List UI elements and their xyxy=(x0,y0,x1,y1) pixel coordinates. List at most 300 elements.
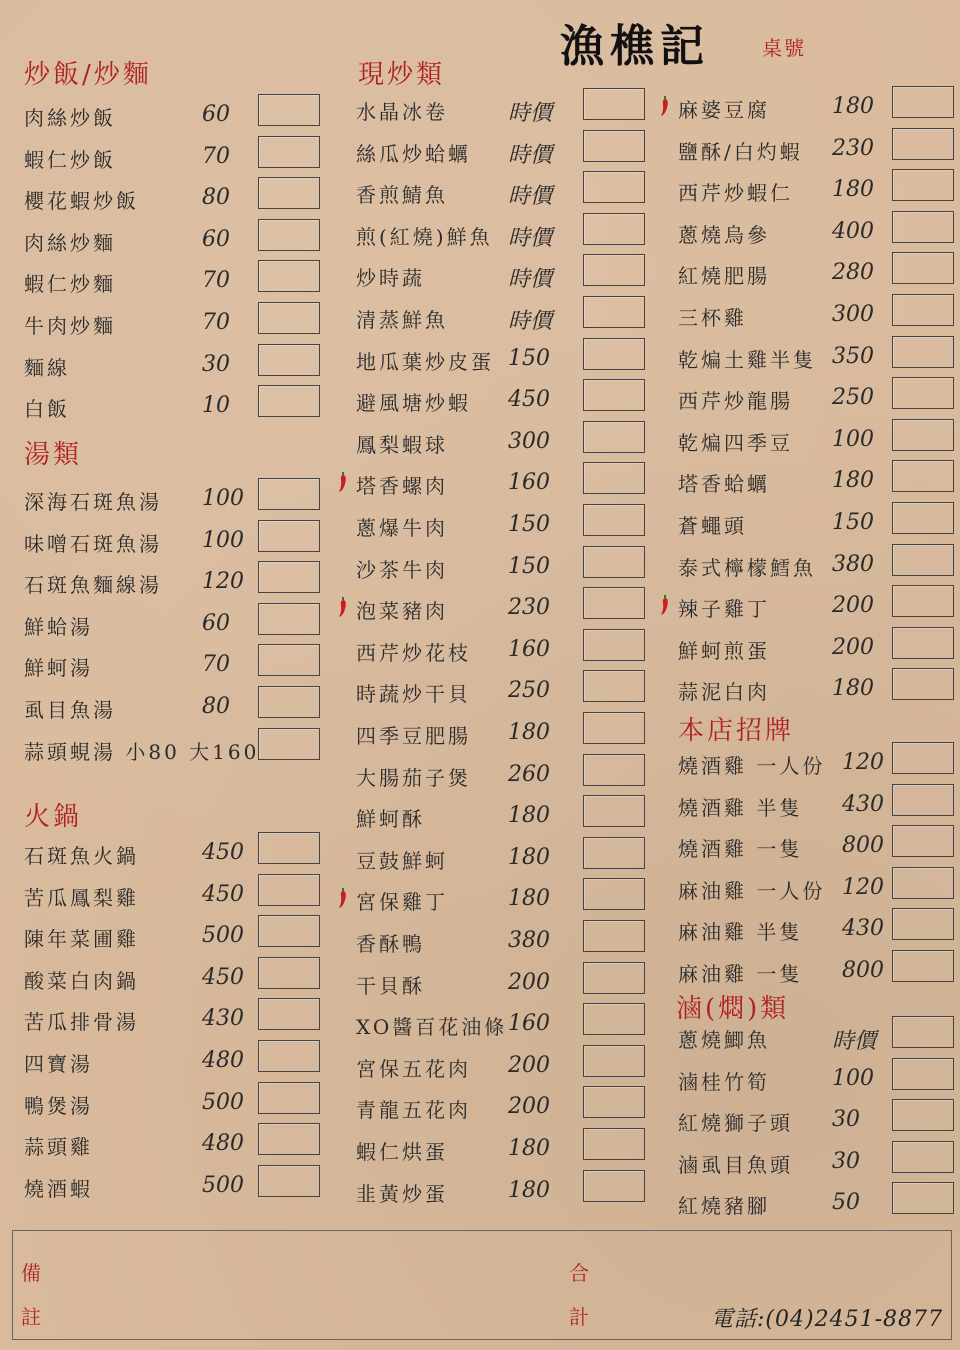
menu-item-price: 70 xyxy=(202,144,230,169)
quantity-box[interactable] xyxy=(892,128,954,160)
menu-item xyxy=(678,344,956,374)
menu-item xyxy=(24,268,322,298)
quantity-box[interactable] xyxy=(892,1058,954,1090)
menu-item xyxy=(24,840,322,870)
quantity-box[interactable] xyxy=(892,784,954,816)
shop-name: 漁樵記 xyxy=(560,21,710,72)
menu-item-name: 乾煸土雞半隻 xyxy=(678,348,816,372)
quantity-box[interactable] xyxy=(583,587,645,619)
menu-item xyxy=(356,96,647,126)
menu-item xyxy=(356,845,647,875)
section-title-fried-rice: 炒飯/炒麵 xyxy=(24,60,152,90)
quantity-box[interactable] xyxy=(258,644,320,676)
quantity-box[interactable] xyxy=(892,294,954,326)
menu-item xyxy=(678,136,956,166)
menu-item-name: 時蔬炒干貝 xyxy=(356,682,471,706)
menu-item-name: 鮮蚵湯 xyxy=(24,656,93,680)
menu-item-price: 120 xyxy=(842,750,884,775)
phone-number: 電話:(04)2451-8877 xyxy=(711,1307,943,1332)
quantity-box[interactable] xyxy=(583,1128,645,1160)
quantity-box[interactable] xyxy=(583,712,645,744)
menu-item-name: 香酥鴨 xyxy=(356,932,425,956)
menu-item-name: 紅燒豬腳 xyxy=(678,1194,770,1218)
menu-item-price: 500 xyxy=(202,923,244,948)
menu-item-price: 480 xyxy=(202,1131,244,1156)
menu-item xyxy=(356,595,647,625)
menu-item-name: 鳳梨蝦球 xyxy=(356,433,448,457)
menu-item xyxy=(678,1190,956,1220)
menu-item-name: 酸菜白肉鍋 xyxy=(24,969,139,993)
menu-item-price: 100 xyxy=(202,486,244,511)
menu-item-name: 蔥燒烏參 xyxy=(678,223,770,247)
quantity-box[interactable] xyxy=(258,728,320,760)
menu-item xyxy=(356,928,647,958)
menu-item-name: 絲瓜炒蛤蠣 xyxy=(356,142,471,166)
menu-item xyxy=(24,736,322,766)
menu-item-price: 100 xyxy=(832,427,874,452)
table-number-label: 桌號 xyxy=(762,36,806,60)
menu-item xyxy=(678,94,956,124)
quantity-box[interactable] xyxy=(258,603,320,635)
menu-item xyxy=(24,144,322,174)
menu-item-price: 200 xyxy=(832,593,874,618)
menu-item-price: 180 xyxy=(508,886,550,911)
menu-item-price: 180 xyxy=(832,468,874,493)
menu-item-price: 30 xyxy=(832,1149,860,1174)
menu-item-name: 肉絲炒麵 xyxy=(24,231,116,255)
menu-item xyxy=(24,528,322,558)
menu-item-name: 乾煸四季豆 xyxy=(678,431,793,455)
menu-item-price: 450 xyxy=(508,387,550,412)
menu-item-price: 450 xyxy=(202,840,244,865)
section-title-soups: 湯類 xyxy=(24,440,83,470)
menu-item-name: 肉絲炒飯 xyxy=(24,106,116,130)
quantity-box[interactable] xyxy=(583,1003,645,1035)
menu-item xyxy=(356,346,647,376)
menu-item-price: 250 xyxy=(832,385,874,410)
quantity-box[interactable] xyxy=(258,561,320,593)
quantity-box[interactable] xyxy=(258,1123,320,1155)
menu-item-name: 紅燒肥腸 xyxy=(678,264,770,288)
quantity-box[interactable] xyxy=(583,920,645,952)
menu-item-name: 豆鼓鮮蚵 xyxy=(356,849,448,873)
menu-item xyxy=(678,1149,956,1179)
menu-item-price: 430 xyxy=(202,1006,244,1031)
menu-item-price: 260 xyxy=(508,762,550,787)
quantity-box[interactable] xyxy=(583,88,645,120)
quantity-box[interactable] xyxy=(892,211,954,243)
quantity-box[interactable] xyxy=(258,915,320,947)
menu-item xyxy=(356,803,647,833)
menu-item xyxy=(24,882,322,912)
quantity-box[interactable] xyxy=(583,670,645,702)
menu-item-name: 白飯 xyxy=(24,397,70,421)
menu-item-price: 430 xyxy=(842,792,884,817)
quantity-box[interactable] xyxy=(258,302,320,334)
menu-item xyxy=(356,1136,647,1166)
menu-item xyxy=(356,1053,647,1083)
menu-item-price: 180 xyxy=(508,1178,550,1203)
menu-item-name: 鮮蚵煎蛋 xyxy=(678,639,770,663)
menu-item xyxy=(356,1011,647,1041)
quantity-box[interactable] xyxy=(892,1099,954,1131)
menu-item xyxy=(678,1024,956,1054)
menu-item-name: 蝦仁炒飯 xyxy=(24,148,116,172)
menu-item-price: 120 xyxy=(202,569,244,594)
menu-item-name: 四季豆肥腸 xyxy=(356,724,471,748)
quantity-box[interactable] xyxy=(258,686,320,718)
menu-item-price: 時價 xyxy=(508,267,553,292)
menu-item-name: 蝦仁炒麵 xyxy=(24,272,116,296)
menu-item xyxy=(356,470,647,500)
menu-item xyxy=(678,792,956,822)
menu-item xyxy=(24,923,322,953)
menu-item-price: 500 xyxy=(202,1090,244,1115)
menu-item-name: 西芹炒花枝 xyxy=(356,641,471,665)
menu-item-price: 時價 xyxy=(508,184,553,209)
menu-item xyxy=(24,1173,322,1203)
quantity-box[interactable] xyxy=(892,336,954,368)
quantity-box[interactable] xyxy=(258,1082,320,1114)
menu-item xyxy=(24,1048,322,1078)
menu-item xyxy=(24,569,322,599)
quantity-box[interactable] xyxy=(583,379,645,411)
quantity-box[interactable] xyxy=(583,546,645,578)
quantity-box[interactable] xyxy=(892,867,954,899)
menu-item-name: 韭黃炒蛋 xyxy=(356,1182,448,1206)
menu-item-name: 燒酒雞 半隻 xyxy=(678,796,803,820)
menu-item xyxy=(678,750,956,780)
menu-item-name: 塔香蛤蠣 xyxy=(678,472,770,496)
menu-item-name: 滷虱目魚頭 xyxy=(678,1153,793,1177)
menu-item-price: 120 xyxy=(842,875,884,900)
menu-item xyxy=(356,1178,647,1208)
menu-item-name: 大腸茄子煲 xyxy=(356,766,471,790)
menu-item xyxy=(356,970,647,1000)
quantity-box[interactable] xyxy=(583,254,645,286)
quantity-box[interactable] xyxy=(583,1086,645,1118)
quantity-box[interactable] xyxy=(583,130,645,162)
total-label-1: 合 xyxy=(569,1261,589,1285)
menu-item-price: 400 xyxy=(832,219,874,244)
quantity-box[interactable] xyxy=(258,177,320,209)
menu-item xyxy=(678,219,956,249)
menu-item-price: 70 xyxy=(202,652,230,677)
menu-item-name: 泡菜豬肉 xyxy=(356,599,448,623)
chili-pepper-icon xyxy=(660,96,670,116)
quantity-box[interactable] xyxy=(583,878,645,910)
menu-item-price: 10 xyxy=(202,393,230,418)
menu-item xyxy=(678,1066,956,1096)
quantity-box[interactable] xyxy=(583,338,645,370)
menu-item xyxy=(356,512,647,542)
menu-item-name: 煎(紅燒)鮮魚 xyxy=(356,225,493,249)
menu-item xyxy=(356,138,647,168)
menu-item xyxy=(24,694,322,724)
quantity-box[interactable] xyxy=(892,908,954,940)
menu-item xyxy=(678,177,956,207)
quantity-box[interactable] xyxy=(258,520,320,552)
quantity-box[interactable] xyxy=(583,962,645,994)
quantity-box[interactable] xyxy=(892,668,954,700)
quantity-box[interactable] xyxy=(258,832,320,864)
chili-pepper-icon xyxy=(660,595,670,615)
menu-item xyxy=(678,468,956,498)
menu-item xyxy=(678,1107,956,1137)
menu-item-name: 麻油雞 半隻 xyxy=(678,920,803,944)
menu-item-name: 蒜頭蜆湯 小80 大160 xyxy=(24,740,260,764)
chili-pepper-icon xyxy=(338,472,348,492)
quantity-box[interactable] xyxy=(583,1170,645,1202)
quantity-box[interactable] xyxy=(583,171,645,203)
menu-item-price: 80 xyxy=(202,185,230,210)
quantity-box[interactable] xyxy=(583,296,645,328)
menu-item xyxy=(24,652,322,682)
menu-item-price: 180 xyxy=(508,845,550,870)
menu-item-price: 430 xyxy=(842,916,884,941)
menu-item-name: 蒜泥白肉 xyxy=(678,680,770,704)
menu-item-price: 200 xyxy=(508,970,550,995)
menu-item-price: 180 xyxy=(832,94,874,119)
menu-item-price: 時價 xyxy=(508,101,553,126)
menu-item-name: 味噌石斑魚湯 xyxy=(24,532,162,556)
quantity-box[interactable] xyxy=(892,742,954,774)
menu-item-price: 60 xyxy=(202,611,230,636)
quantity-box[interactable] xyxy=(258,260,320,292)
menu-item-price: 450 xyxy=(202,882,244,907)
menu-item xyxy=(24,227,322,257)
menu-item-price: 30 xyxy=(202,352,230,377)
quantity-box[interactable] xyxy=(892,86,954,118)
quantity-box[interactable] xyxy=(583,421,645,453)
menu-item-name: 炒時蔬 xyxy=(356,266,425,290)
quantity-box[interactable] xyxy=(258,998,320,1030)
menu-item xyxy=(678,833,956,863)
menu-item-price: 480 xyxy=(202,1048,244,1073)
quantity-box[interactable] xyxy=(892,627,954,659)
quantity-box[interactable] xyxy=(258,1040,320,1072)
menu-item-name: 滷桂竹筍 xyxy=(678,1070,770,1094)
menu-item-name: 麵線 xyxy=(24,356,70,380)
quantity-box[interactable] xyxy=(583,462,645,494)
menu-item-name: 宮保雞丁 xyxy=(356,890,448,914)
quantity-box[interactable] xyxy=(583,629,645,661)
menu-item-price: 100 xyxy=(832,1066,874,1091)
menu-item-name: 辣子雞丁 xyxy=(678,597,770,621)
menu-item xyxy=(24,393,322,423)
menu-item xyxy=(678,385,956,415)
menu-item-price: 時價 xyxy=(832,1029,877,1054)
menu-item-name: 鮮蚵酥 xyxy=(356,807,425,831)
menu-item-price: 時價 xyxy=(508,226,553,251)
remarks-label-2: 註 xyxy=(21,1305,41,1329)
section-title-braised: 滷(燜)類 xyxy=(676,994,790,1024)
menu-item-price: 300 xyxy=(832,302,874,327)
menu-item xyxy=(678,260,956,290)
quantity-box[interactable] xyxy=(892,1182,954,1214)
menu-item xyxy=(356,179,647,209)
menu-item-name: 西芹炒蝦仁 xyxy=(678,181,793,205)
menu-item-name: 石斑魚火鍋 xyxy=(24,844,139,868)
menu-item xyxy=(678,427,956,457)
menu-item-price: 150 xyxy=(508,346,550,371)
quantity-box[interactable] xyxy=(892,252,954,284)
menu-item-price: 70 xyxy=(202,310,230,335)
menu-item-price: 200 xyxy=(832,635,874,660)
menu-item xyxy=(678,552,956,582)
menu-item xyxy=(356,762,647,792)
menu-item xyxy=(24,310,322,340)
menu-item-price: 500 xyxy=(202,1173,244,1198)
menu-item xyxy=(356,886,647,916)
quantity-box[interactable] xyxy=(892,419,954,451)
menu-item-name: 塔香螺肉 xyxy=(356,474,448,498)
quantity-box[interactable] xyxy=(583,213,645,245)
menu-item-price: 70 xyxy=(202,268,230,293)
menu-item-name: 燒酒雞 一人份 xyxy=(678,754,826,778)
quantity-box[interactable] xyxy=(892,502,954,534)
menu-item-name: 地瓜葉炒皮蛋 xyxy=(356,350,494,374)
quantity-box[interactable] xyxy=(258,344,320,376)
menu-item-name: 香煎鯖魚 xyxy=(356,183,448,207)
menu-item xyxy=(356,387,647,417)
menu-item-price: 230 xyxy=(832,136,874,161)
quantity-box[interactable] xyxy=(258,1165,320,1197)
quantity-box[interactable] xyxy=(892,1016,954,1048)
menu-item-name: 沙茶牛肉 xyxy=(356,558,448,582)
menu-item xyxy=(24,965,322,995)
menu-item xyxy=(24,1131,322,1161)
menu-item xyxy=(678,593,956,623)
menu-item-price: 180 xyxy=(508,720,550,745)
menu-item-name: 燒酒蝦 xyxy=(24,1177,93,1201)
menu-item-price: 30 xyxy=(832,1107,860,1132)
menu-item-name: 避風塘炒蝦 xyxy=(356,391,471,415)
menu-item-name: 苦瓜鳳梨雞 xyxy=(24,886,139,910)
menu-item-price: 60 xyxy=(202,102,230,127)
menu-item xyxy=(356,429,647,459)
menu-item-price: 160 xyxy=(508,1011,550,1036)
remarks-label-1: 備 xyxy=(21,1261,41,1285)
total-label-2: 計 xyxy=(569,1305,589,1329)
menu-item-name: 石斑魚麵線湯 xyxy=(24,573,162,597)
quantity-box[interactable] xyxy=(258,957,320,989)
quantity-box[interactable] xyxy=(583,504,645,536)
menu-item xyxy=(678,916,956,946)
quantity-box[interactable] xyxy=(892,585,954,617)
quantity-box[interactable] xyxy=(892,377,954,409)
menu-item-name: 牛肉炒麵 xyxy=(24,314,116,338)
menu-item-name: 西芹炒龍腸 xyxy=(678,389,793,413)
menu-item-price: 380 xyxy=(508,928,550,953)
menu-item xyxy=(24,185,322,215)
section-title-stir-fry: 現炒類 xyxy=(358,60,446,90)
menu-item xyxy=(678,875,956,905)
menu-item xyxy=(678,302,956,332)
menu-item-price: 230 xyxy=(508,595,550,620)
menu-item xyxy=(356,720,647,750)
menu-item-name: XO醬百花油條 xyxy=(356,1015,508,1039)
menu-item-price: 150 xyxy=(832,510,874,535)
menu-item-price: 250 xyxy=(508,678,550,703)
menu-item xyxy=(678,510,956,540)
quantity-box[interactable] xyxy=(258,385,320,417)
menu-item-name: 蒜頭雞 xyxy=(24,1135,93,1159)
menu-item-name: 鹽酥/白灼蝦 xyxy=(678,140,803,164)
menu-item xyxy=(24,1006,322,1036)
menu-item-price: 800 xyxy=(842,958,884,983)
menu-item-name: 深海石斑魚湯 xyxy=(24,490,162,514)
quantity-box[interactable] xyxy=(892,1141,954,1173)
menu-item-price: 100 xyxy=(202,528,244,553)
chili-pepper-icon xyxy=(338,888,348,908)
menu-item-name: 麻婆豆腐 xyxy=(678,98,770,122)
section-title-signature: 本店招牌 xyxy=(678,716,795,746)
menu-item-price: 180 xyxy=(832,177,874,202)
menu-item xyxy=(24,486,322,516)
menu-item-name: 蝦仁烘蛋 xyxy=(356,1140,448,1164)
menu-item-price: 200 xyxy=(508,1094,550,1119)
quantity-box[interactable] xyxy=(258,136,320,168)
menu-item-name: 麻油雞 一人份 xyxy=(678,879,826,903)
menu-item-price: 350 xyxy=(832,344,874,369)
menu-item-name: 鴨煲湯 xyxy=(24,1094,93,1118)
menu-item-name: 苦瓜排骨湯 xyxy=(24,1010,139,1034)
menu-item-price: 時價 xyxy=(508,309,553,334)
quantity-box[interactable] xyxy=(583,837,645,869)
menu-item-name: 宮保五花肉 xyxy=(356,1057,471,1081)
menu-item-name: 蒼蠅頭 xyxy=(678,514,747,538)
menu-item-price: 800 xyxy=(842,833,884,858)
quantity-box[interactable] xyxy=(583,795,645,827)
menu-item xyxy=(356,554,647,584)
quantity-box[interactable] xyxy=(892,169,954,201)
menu-item xyxy=(678,635,956,665)
menu-item xyxy=(24,1090,322,1120)
menu-item-price: 450 xyxy=(202,965,244,990)
footer-box xyxy=(12,1230,952,1340)
menu-item-name: 燒酒雞 一隻 xyxy=(678,837,803,861)
menu-item-name: 蔥燒鯽魚 xyxy=(678,1028,770,1052)
menu-item xyxy=(356,678,647,708)
menu-item xyxy=(356,221,647,251)
menu-item xyxy=(24,611,322,641)
quantity-box[interactable] xyxy=(258,874,320,906)
quantity-box[interactable] xyxy=(583,1045,645,1077)
menu-item-price: 160 xyxy=(508,470,550,495)
menu-item xyxy=(24,352,322,382)
menu-item-name: 水晶冰卷 xyxy=(356,100,448,124)
menu-item-name: 紅燒獅子頭 xyxy=(678,1111,793,1135)
quantity-box[interactable] xyxy=(892,460,954,492)
menu-item-name: 泰式檸檬鱈魚 xyxy=(678,556,816,580)
menu-item-price: 50 xyxy=(832,1190,860,1215)
menu-item-name: 清蒸鮮魚 xyxy=(356,308,448,332)
menu-item-price: 180 xyxy=(508,803,550,828)
quantity-box[interactable] xyxy=(258,478,320,510)
menu-item-price: 280 xyxy=(832,260,874,285)
quantity-box[interactable] xyxy=(258,94,320,126)
quantity-box[interactable] xyxy=(258,219,320,251)
menu-item-price: 80 xyxy=(202,694,230,719)
quantity-box[interactable] xyxy=(892,544,954,576)
quantity-box[interactable] xyxy=(892,825,954,857)
menu-item-name: 虱目魚湯 xyxy=(24,698,116,722)
quantity-box[interactable] xyxy=(583,754,645,786)
menu-item-price: 150 xyxy=(508,512,550,537)
quantity-box[interactable] xyxy=(892,950,954,982)
menu-item-price: 60 xyxy=(202,227,230,252)
